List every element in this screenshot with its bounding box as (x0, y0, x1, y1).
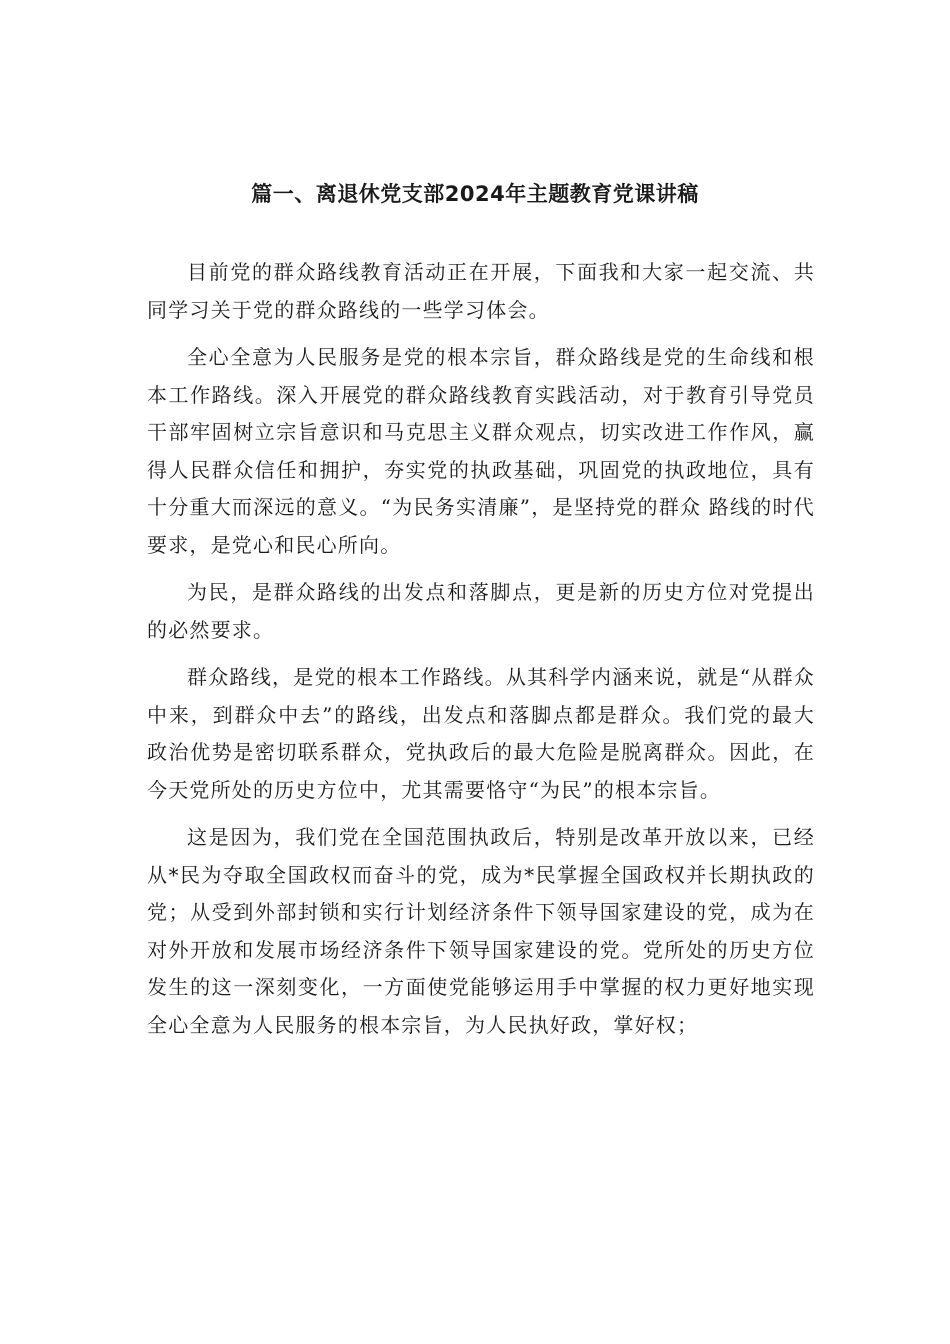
paragraph-intro: 目前党的群众路线教育活动正在开展，下面我和大家一起交流、共同学习关于党的群众路线的一些学习体会。 (147, 260, 815, 322)
document-body (147, 254, 815, 1054)
document-title: 篇一、离退休党支部2024年主题教育党课讲稿 (251, 182, 699, 206)
paragraph-mass-line-significance: 全心全意为人民服务是党的根本宗旨，群众路线是党的生命线和根本工作路线。深入开展党的群众路线教育实践活动，对于教育引导党员干部牢固树立宗旨意识和马克思主义群众观点，切实改进工作作风，赢得人民群众信任和拥护，夯实党的执政基础，巩固党的执政地位，具有十分重大而深远的意义。“为民务实清廉”，是坚持党的群众 路线的时代要求，是党心和民心所向。 (147, 345, 815, 557)
paragraph-historical-position: 这是因为，我们党在全国范围执政后，特别是改革开放以来，已经从*民为夺取全国政权而奋斗的党，成为*民掌握全国政权并长期执政的党；从受到外部封锁和实行计划经济条件下领导国家建设的党，成为在对外开放和发展市场经济条件下领导国家建设的党。党所处的历史方位发生的这一深刻变化，一方面使党能够运用手中掌握的权力更好地实现全心全意为人民服务的根本宗旨，为人民执好政，掌好权； (147, 825, 815, 1037)
paragraph-for-the-people: 为民，是群众路线的出发点和落脚点，更是新的历史方位对党提出的必然要求。 (147, 580, 815, 642)
paragraph-mass-line-definition: 群众路线，是党的根本工作路线。从其科学内涵来说，就是“从群众中来，到群众中去”的路线，出发点和落脚点都是群众。我们党的最大政治优势是密切联系群众，党执政后的最大危险是脱离群众。因此，在今天党所处的历史方位中，尤其需要恪守“为民”的根本宗旨。 (147, 665, 815, 802)
